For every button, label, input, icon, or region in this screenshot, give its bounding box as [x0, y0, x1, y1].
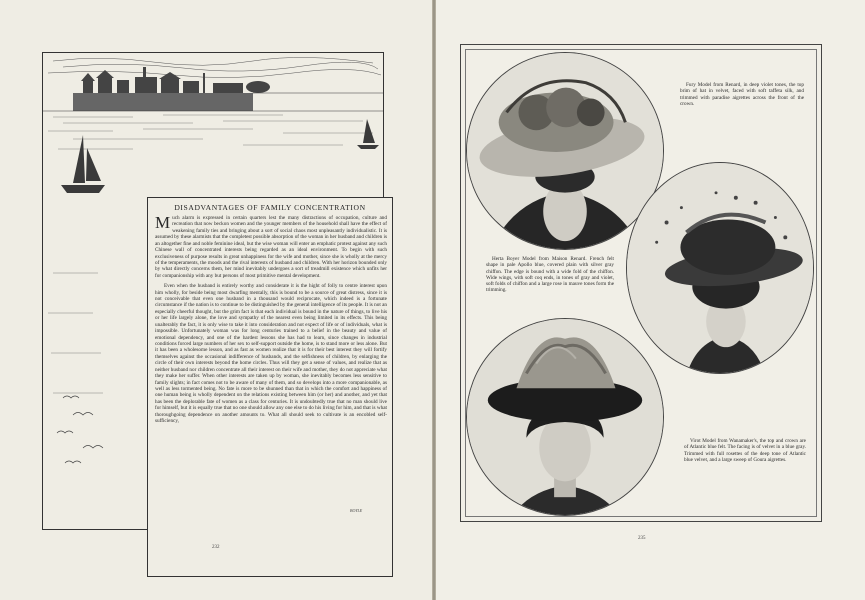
drop-cap: M: [155, 215, 171, 232]
hat-photo-1: [467, 53, 663, 249]
portrait-fury: [626, 162, 814, 374]
illustration-frame: [42, 52, 387, 530]
portrait-virot: [466, 318, 664, 516]
article-box: [147, 197, 393, 577]
caption-virot: [684, 438, 806, 463]
article-title: DISADVANTAGES OF FAMILY CONCENTRATION: [174, 203, 366, 212]
hat-photo-2: [627, 163, 813, 373]
page-number-left: 232: [212, 545, 220, 550]
article-paragraph: Even when the husband is entirely worthy and considerate it is the hight of folly to centre interest upon him wholly, for beside being most dwarfing mentally, this is bound to be a source of great distress, since it is not conceivable that even one husband in a thousand would reciprocate, which indeed is a fortunate circumstance if the nation is to continue to be distinguished by the general intelligence of its people. It is not an especially cheerful thought, but the grim fact is that each individual is bound in the nature of things, to live his or her life largely alone, the love and sympathy of the nearest even being limited in its effects. This being unalterably the fact, it is only wise to take it into consideration and not expect of life or of individuals, what is impossible. Unfortunately woman was for long centuries trained to a belief in the beauty and value of emotional dependency, and one of the hardest lessons she has had to learn, since changes in industrial conditions forced large numbers of her sex to self-support outside the home, is to stand more or less alone. But it has been a wholesome lesson, and as fast as women realize that it is for their best interest they will fortify themselves against the occasional indifference of husbands, and the selfishness of children, by enlarging the circle of their own interests beyond the home circles. Thus will they get a sense of values, and realize that as neither husband nor children concentrate all their interest on their wife and mother, they do not appreciate what they make her suffer. When other interests are taken up by woman, she inevitably becomes less sensitive to family slights; in fact comes not to be aware of many of them, and so develops into a more companionable, as well as less tormented being. No fate is more to be shunned than that in which the comfort and happiness of one human being is wholly dependent on the relations existing between him (or her) and another, and yet that has been the deplorable fate of women as a class for centuries. It is undoubtedly true that no man should live for himself, but it is equally true that no one should allow any one else to do his living for him, and that is what thoroughgoing dependence on another amounts to. What all should seek to cultivate is an encobled self-sufficiency,: [155, 283, 387, 425]
caption-fury-text: Fury Model from Renard, in deep violet tones, the top brim of hat in velvet, faced with soft taffeta silk, and trimmed with paradise aigrettes across the front of the crown.: [680, 82, 804, 107]
page-number-right: 235: [638, 536, 646, 541]
portrait-herta-boyer: [466, 52, 664, 250]
left-page: [0, 0, 432, 600]
caption-virot-text: Virot Model from Wanamaker's, the top and crown are of Atlantic blue felt. The facing is of velvet in a blue gray. Trimmed with full rosettes of the deep tone of Atlantic blue velvet, and a large sweep of Goura aigrettes.: [684, 438, 806, 463]
article-body: [155, 215, 387, 573]
article-paragraph: [155, 215, 387, 279]
artist-signature: BOYLE: [350, 508, 363, 513]
caption-herta-text: Herta Boyer Model from Maison Renard. French felt shape in pale Apollo blue, covered plain with silver gray chiffon. The edge is bound with a wide fold of the chiffon. Wide wings, with soft coq ends, in tones of gray and violet, soft folds of chiffon and a large rose in mauve tones form the trimming.: [486, 256, 614, 294]
paragraph-1-text: uch alarm is expressed in certain quarters lest the many distractions of occupation, culture and recreation that now beckon women and the younger members of the household shall have the effect of weakening family ties and bringing about a sort of social chaos most unpleasantly individualistic. It is assumed by these alarmists that the completest possible absorption of the woman in her husband and children is an altogether fine and noble feminine ideal, but the wise woman will enter an emphatic protest against any such Chinese wall of concentrated interests being regarded as an ideal environment. To begin with such exclusiveness of purpose results in great unhappiness for the wife and mother, since she is wholly at the mercy of the temperaments, the moods and the rival interests of husband and children. With her horizon bounded only by what directly concerns them, her mind inevitably undergoes a sort of treadmill existence which unfits her for companionship with any but persons of most primitive mental development.: [155, 215, 387, 279]
caption-fury: [680, 82, 804, 107]
caption-herta-boyer: [486, 256, 614, 294]
hat-photo-3: [467, 319, 663, 515]
